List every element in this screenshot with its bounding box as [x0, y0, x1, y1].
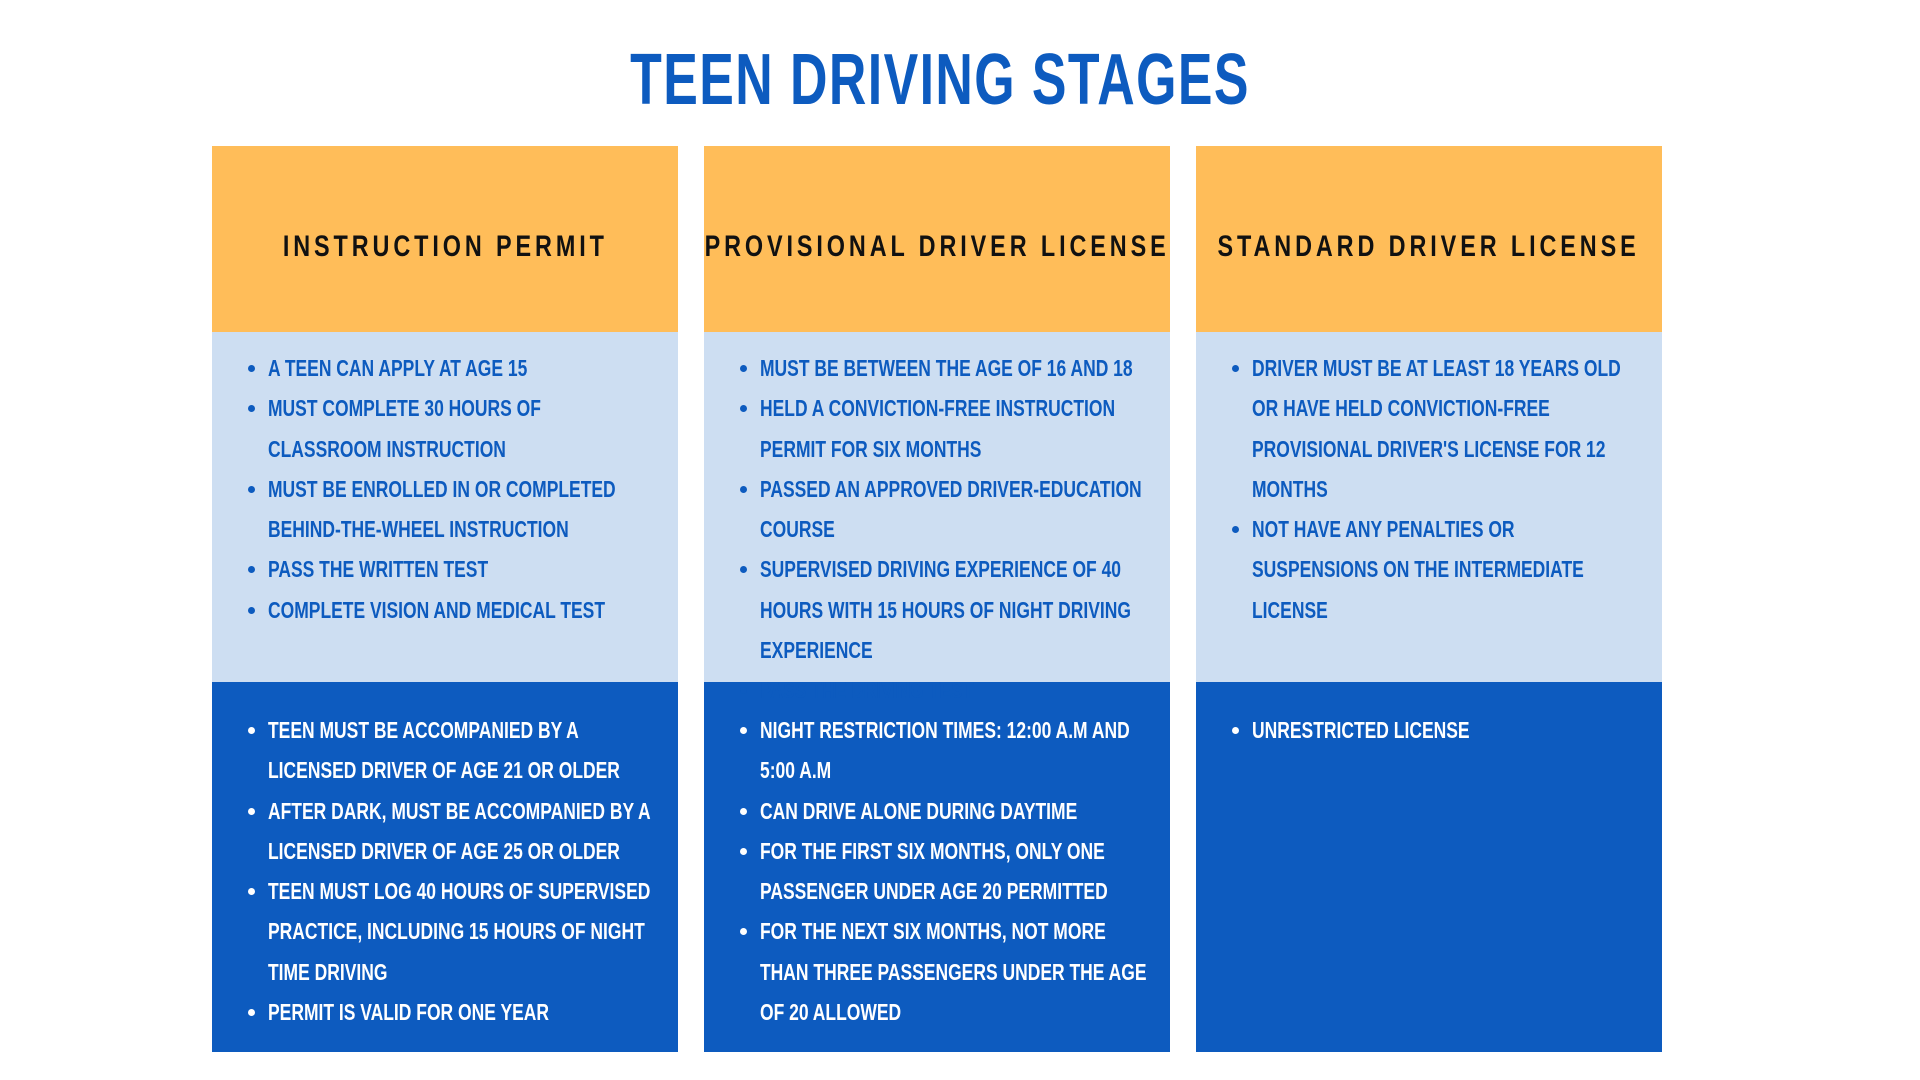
stage-header [704, 146, 1170, 332]
restriction-item: AFTER DARK, MUST BE ACCOMPANIED BY A LICENSED DRIVER OF AGE 25 OR OLDER [248, 791, 656, 872]
restrictions-list [704, 710, 1170, 1032]
restriction-item: NIGHT RESTRICTION TIMES: 12:00 A.M AND 5:00 A.M [740, 710, 1148, 791]
requirement-item: MUST BE ENROLLED IN OR COMPLETED BEHIND-THE-WHEEL INSTRUCTION [248, 469, 656, 550]
stage-restrictions [704, 682, 1170, 1052]
requirement-item: PASS THE WRITTEN TEST [248, 549, 656, 589]
stage-column-provisional-license [704, 146, 1170, 1052]
stage-requirements [212, 332, 678, 682]
stage-header-label: INSTRUCTION PERMIT [282, 230, 608, 263]
requirement-item: PASSED AN APPROVED DRIVER-EDUCATION COURSE [740, 469, 1148, 550]
restriction-item: FOR THE FIRST SIX MONTHS, ONLY ONE PASSENGER UNDER AGE 20 PERMITTED [740, 831, 1148, 912]
page-title: TEEN DRIVING STAGES [630, 40, 1250, 120]
requirements-list [704, 348, 1170, 711]
stage-header [212, 146, 678, 332]
requirement-item: PASS THE DRIVING TEST [740, 670, 1148, 710]
requirements-list [1196, 348, 1662, 630]
stage-requirements [704, 332, 1170, 704]
stage-restrictions [1196, 682, 1662, 1052]
restriction-item: TEEN MUST BE ACCOMPANIED BY A LICENSED DRIVER OF AGE 21 OR OLDER [248, 710, 656, 791]
restrictions-list [212, 710, 678, 1032]
stage-header-label: PROVISIONAL DRIVER LICENSE [704, 230, 1170, 263]
requirement-item: NOT HAVE ANY PENALTIES OR SUSPENSIONS ON THE INTERMEDIATE LICENSE [1232, 509, 1640, 630]
restriction-item: CAN DRIVE ALONE DURING DAYTIME [740, 791, 1148, 831]
restriction-item: UNRESTRICTED LICENSE [1232, 710, 1640, 750]
stage-restrictions [212, 682, 678, 1052]
stage-column-standard-license [1196, 146, 1662, 1052]
restrictions-list [1196, 710, 1662, 750]
requirement-item: DRIVER MUST BE AT LEAST 18 YEARS OLD OR HAVE HELD CONVICTION-FREE PROVISIONAL DRIVER'S LICENSE FOR 12 MONTHS [1232, 348, 1640, 509]
restriction-item: TEEN MUST LOG 40 HOURS OF SUPERVISED PRACTICE, INCLUDING 15 HOURS OF NIGHT TIME DRIVING [248, 871, 656, 992]
stage-header [1196, 146, 1662, 332]
requirement-item: A TEEN CAN APPLY AT AGE 15 [248, 348, 656, 388]
requirement-item: MUST BE BETWEEN THE AGE OF 16 AND 18 [740, 348, 1148, 388]
requirement-item: HELD A CONVICTION-FREE INSTRUCTION PERMIT FOR SIX MONTHS [740, 388, 1148, 469]
stage-column-instruction-permit [212, 146, 678, 1052]
stage-requirements [1196, 332, 1662, 682]
requirement-item: COMPLETE VISION AND MEDICAL TEST [248, 590, 656, 630]
restriction-item: FOR THE NEXT SIX MONTHS, NOT MORE THAN THREE PASSENGERS UNDER THE AGE OF 20 ALLOWED [740, 911, 1148, 1032]
requirement-item: SUPERVISED DRIVING EXPERIENCE OF 40 HOURS WITH 15 HOURS OF NIGHT DRIVING EXPERIENCE [740, 549, 1148, 670]
requirements-list [212, 348, 678, 630]
requirement-item: MUST COMPLETE 30 HOURS OF CLASSROOM INSTRUCTION [248, 388, 656, 469]
stage-header-label: STANDARD DRIVER LICENSE [1217, 230, 1641, 263]
stages-grid [212, 146, 1666, 1052]
restriction-item: PERMIT IS VALID FOR ONE YEAR [248, 992, 656, 1032]
